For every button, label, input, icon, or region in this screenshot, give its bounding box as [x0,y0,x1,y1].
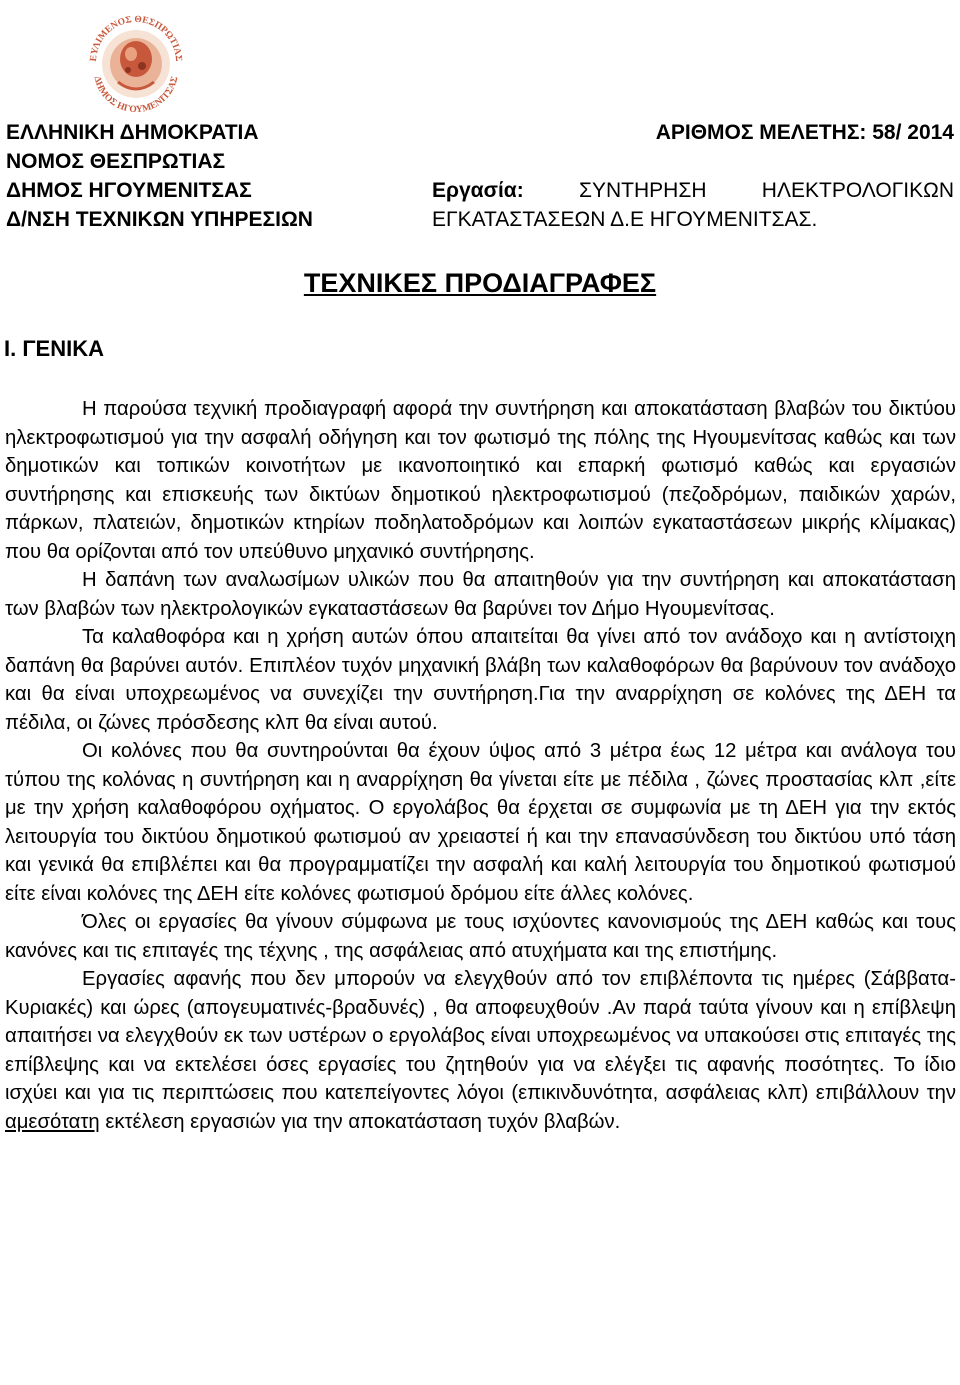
paragraph: Η παρούσα τεχνική προδιαγραφή αφορά την συντήρηση και αποκατάσταση βλαβών του δικτύου ηλεκτροφωτισμού για την ασφαλή οδήγηση και τον φωτισμό της πόλης της Ηγουμενίτσας καθώς και των δημοτικών και τοπικών κοινοτήτων με ικανοποιητικό και επαρκή φωτισμό καθώς και εργασιών συντήρησης και επισκευής των δικτύων δημοτικού ηλεκτροφωτισμού (πεζοδρόμων, παιδικών χαρών, πάρκων, πλατειών, δημοτικών κτηρίων ποδηλατοδρόμων και λοιπών εγκαταστάσεων μικρής κλίμακας) που θα ορίζονται από τον υπεύθυνο μηχανικό συντήρησης. [5,398,956,563]
paragraph: Οι κολόνες που θα συντηρούνται θα έχουν ύψος από 3 μέτρα έως 12 μέτρα και ανάλογα του τύπου της κολόνας η συντήρηση και η αναρρίχηση θα γίνεται είτε με πέδιλα , ζώνες προστασίας κλπ ,είτε με την χρήση καλαθοφόρου οχήματος. Ο εργολάβος θα έρχεται σε συμφωνία με τη ΔΕΗ για την εκτός λειτουργία του δικτύου δημοτικού φωτισμού αν χρειαστεί ή και την επανασύνδεση του δικτύου υπό τάση και γενικά θα επιβλέπει και θα προγραμματίζει την ασφαλή και καλή λειτουργία του δημοτικού φωτισμού είτε είναι κολόνες της ΔΕΗ είτε κολόνες φωτισμού δρόμου είτε άλλες κολόνες. [5,740,956,905]
work-word-electrical: ΗΛΕΚΤΡΟΛΟΓΙΚΩΝ [761,179,954,202]
issuer-line-republic: ΕΛΛΗΝΙΚΗ ΔΗΜΟΚΡΑΤΙΑ [6,121,259,144]
document-title [0,268,960,299]
underlined-word: αμεσότατη [5,1110,100,1133]
paragraph-last-start: Εργασίες αφανής που δεν μπορούν να ελεγχθούν από τον επιβλέποντα τις ημέρες (Σάββατα-Κυριακές) και ώρες (απογευματινές-βραδυνές) , θα αποφευχθούν .Αν παρά ταύτα γίνουν και η επίβλεψη απαιτήσει να ελεγχθούν εκ των υστέρων ο εργολάβος είναι υποχρεωμένος να υπακούσει στις επιταγές της επίβλεψης και να εκτελέσει όσες εργασίες του ζητηθούν για να ελέγξει τις αφανής ποσότητες. Το ίδιο ισχύει και για τις περιπτώσεις που κατεπείγοντες λόγοι (επικινδυνότητα, ασφάλειας κλπ) επιβάλλουν την [5,968,956,1104]
work-description [432,176,954,234]
section-heading: Ι. ΓΕΝΙΚΑ [4,336,105,361]
issuer-line-prefecture: ΝΟΜΟΣ ΘΕΣΠΡΩΤΙΑΣ [6,150,226,173]
work-line-2: ΕΓΚΑΤΑΣΤΑΣΕΩΝ Δ.Ε ΗΓΟΥΜΕΝΙΤΣΑΣ. [432,208,818,231]
paragraph-last-end: εκτέλεση εργασιών για την αποκατάσταση τυχόν βλαβών. [99,1110,621,1133]
svg-text:ΕΥΛΙΜΕΝΟΣ ΘΕΣΠΡΩΤΙΑΣ: ΕΥΛΙΜΕΝΟΣ ΘΕΣΠΡΩΤΙΑΣ [88,14,184,62]
issuer-line-municipality: ΔΗΜΟΣ ΗΓΟΥΜΕΝΙΤΣΑΣ [6,179,252,202]
study-number: ΑΡΙΘΜΟΣ ΜΕΛΕΤΗΣ: 58/ 2014 [655,121,954,144]
municipality-logo [82,4,190,116]
svg-text:ΔΗΜΟΣ ΗΓΟΥΜΕΝΙΤΣΑΣ: ΔΗΜΟΣ ΗΓΟΥΜΕΝΙΤΣΑΣ [91,75,181,116]
work-word-maintenance: ΣΥΝΤΗΡΗΣΗ [579,179,707,202]
issuer-block [6,118,313,234]
paragraph-last [5,965,956,1136]
paragraph: Η δαπάνη των αναλωσίμων υλικών που θα απαιτηθούν για την συντήρηση και αποκατάσταση των βλαβών των ηλεκτρολογικών εγκαταστάσεων θα βαρύνει τον Δήμο Ηγουμενίτσας. [5,569,956,620]
paragraph: Τα καλαθοφόρα και η χρήση αυτών όπου απαιτείται θα γίνει από τον ανάδοχο και η αντίστοιχη δαπάνη θα βαρύνει αυτόν. Επιπλέον τυχόν μηχανική βλάβη των καλαθοφόρων θα βαρύνουν τον ανάδοχο και θα είναι υποχρεωμένος να συνεχίζει την συντήρηση.Για την αναρρίχηση σε κολόνες της ΔΕΗ τα πέδιλα, οι ζώνες πρόσδεσης κλπ θα είναι αυτού. [5,626,956,734]
paragraph: Όλες οι εργασίες θα γίνουν σύμφωνα με τους ισχύοντες κανονισμούς της ΔΕΗ καθώς και τους κανόνες και τις επιταγές της τέχνης , της ασφάλειας από ατυχήματα και της επιστήμης. [5,911,956,962]
document-title-text: ΤΕΧΝΙΚΕΣ ΠΡΟΔΙΑΓΡΑΦΕΣ [303,268,657,298]
work-label: Εργασία: [432,179,524,202]
issuer-line-directorate: Δ/ΝΣΗ ΤΕΧΝΙΚΩΝ ΥΠΗΡΕΣΙΩΝ [6,208,313,231]
document-body [5,395,956,1136]
